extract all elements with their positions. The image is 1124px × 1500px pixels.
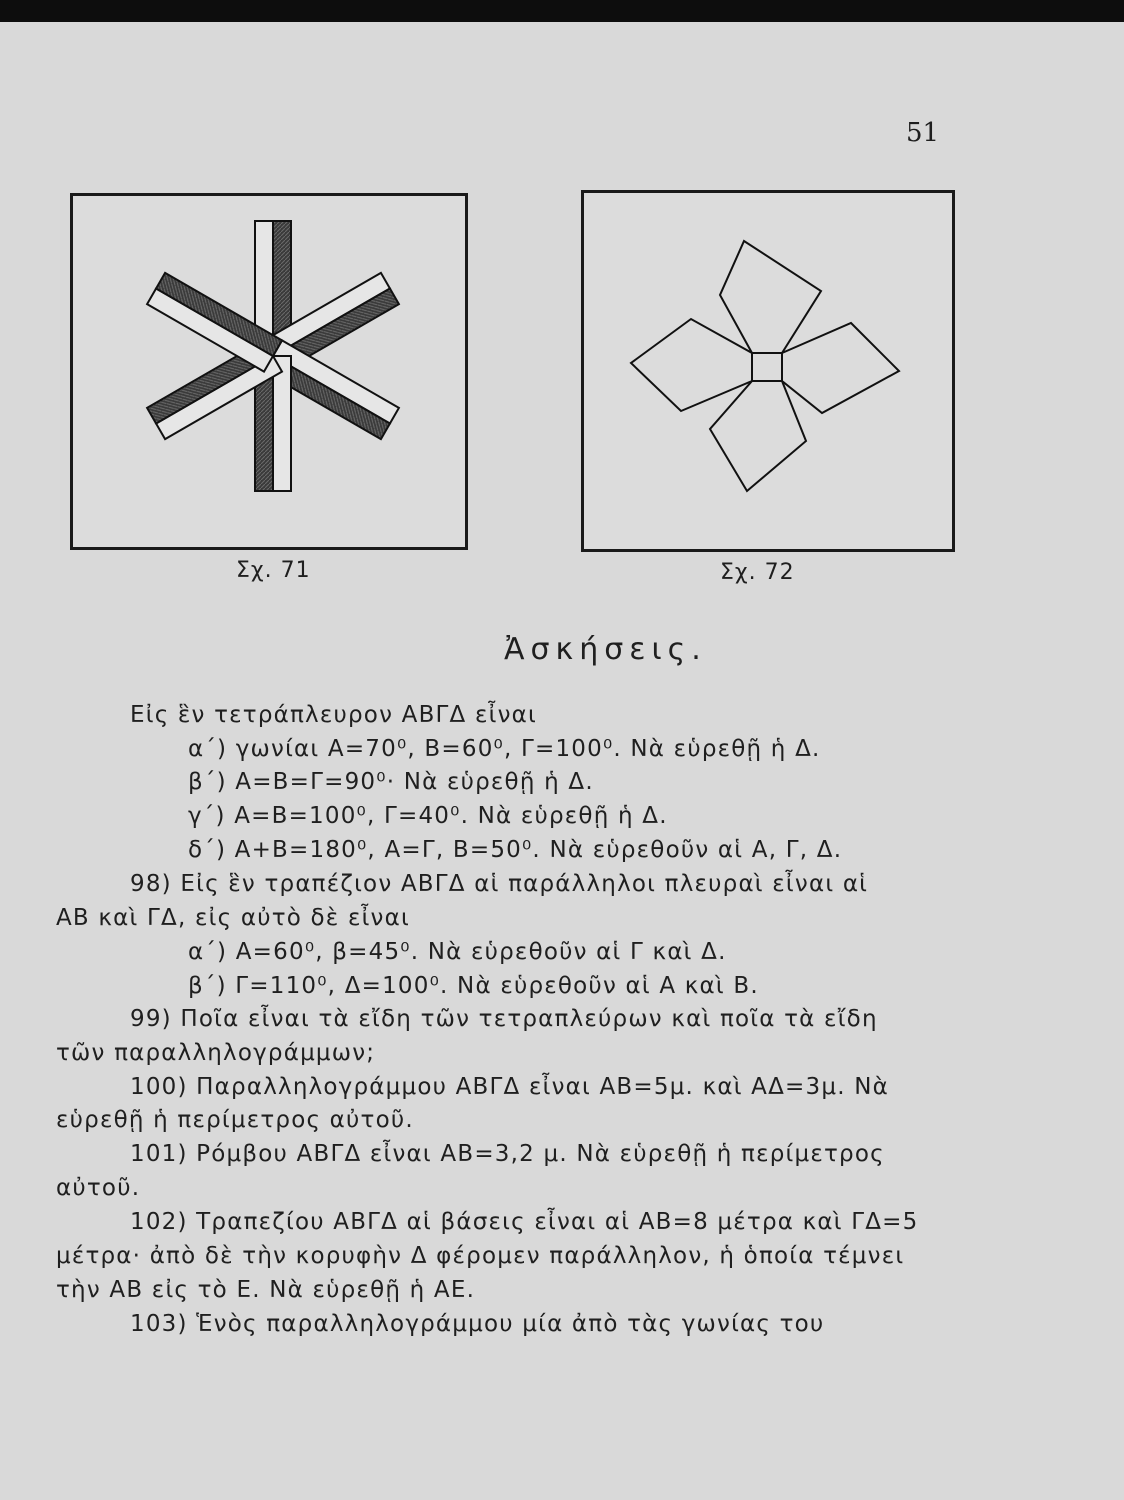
text-line: γ΄) Α=Β=100⁰, Γ=40⁰. Νὰ εὑρεθῇ ἡ Δ. [188,803,668,829]
text-line: μέτρα· ἀπὸ δὲ τὴν κορυφὴν Δ φέρομεν παράλληλον, ἡ ὁποία τέμνει [56,1243,905,1269]
rhombus-bottom [710,381,806,491]
text-line: 99) Ποῖα εἶναι τὰ εἴδη τῶν τετραπλεύρων καὶ ποῖα τὰ εἴδη [130,1006,878,1032]
rhombus-top [720,241,821,353]
text-line: τὴν ΑΒ εἰς τὸ Ε. Νὰ εὑρεθῇ ἡ ΑΕ. [56,1277,476,1303]
text-line: Εἰς ἓν τετράπλευρον ΑΒΓΔ εἶναι [130,702,538,728]
rhombus-right [782,323,899,413]
four-rhombus-cross-drawing [584,193,952,549]
text-line: δ΄) Α+Β=180⁰, Α=Γ, Β=50⁰. Νὰ εὑρεθοῦν αἱ Α, Γ, Δ. [188,837,843,863]
text-line: 98) Εἰς ἓν τραπέζιον ΑΒΓΔ αἱ παράλληλοι πλευραὶ εἶναι αἱ [130,871,869,897]
text-line: 100) Παραλληλογράμμου ΑΒΓΔ εἶναι ΑΒ=5μ. καὶ ΑΔ=3μ. Νὰ [130,1074,889,1100]
text-line: αὐτοῦ. [56,1175,141,1201]
figure-72-frame [581,190,955,552]
six-armed-star-drawing [73,196,465,547]
page-number: 51 [906,118,940,148]
text-line: β΄) Γ=110⁰, Δ=100⁰. Νὰ εὑρεθοῦν αἱ Α καὶ Β. [188,973,759,999]
figure-71-caption: Σχ. 71 [236,558,311,583]
text-line: α΄) Α=60⁰, β=45⁰. Νὰ εὑρεθοῦν αἱ Γ καὶ Δ. [188,939,727,965]
section-title: Ἀσκήσεις. [504,632,707,667]
text-line: εὑρεθῇ ἡ περίμετρος αὐτοῦ. [56,1107,414,1133]
rhombus-left [631,319,752,411]
center-square [752,353,782,381]
figure-71-frame [70,193,468,550]
text-line: 101) Ρόμβου ΑΒΓΔ εἶναι ΑΒ=3,2 μ. Νὰ εὑρεθῇ ἡ περίμετρος [130,1141,885,1167]
text-line: τῶν παραλληλογράμμων; [56,1040,376,1066]
text-line: ΑΒ καὶ ΓΔ, εἰς αὐτὸ δὲ εἶναι [56,905,410,931]
text-line: 103) Ἑνὸς παραλληλογράμμου μία ἀπὸ τὰς γωνίας του [130,1311,825,1337]
text-line: α΄) γωνίαι Α=70⁰, Β=60⁰, Γ=100⁰. Νὰ εὑρεθῇ ἡ Δ. [188,736,821,762]
text-line: β΄) Α=Β=Γ=90⁰· Νὰ εὑρεθῇ ἡ Δ. [188,769,594,795]
text-line: 102) Τραπεζίου ΑΒΓΔ αἱ βάσεις εἶναι αἱ ΑΒ=8 μέτρα καὶ ΓΔ=5 [130,1209,919,1235]
figure-72-caption: Σχ. 72 [720,560,795,585]
scan-top-border [0,0,1124,22]
